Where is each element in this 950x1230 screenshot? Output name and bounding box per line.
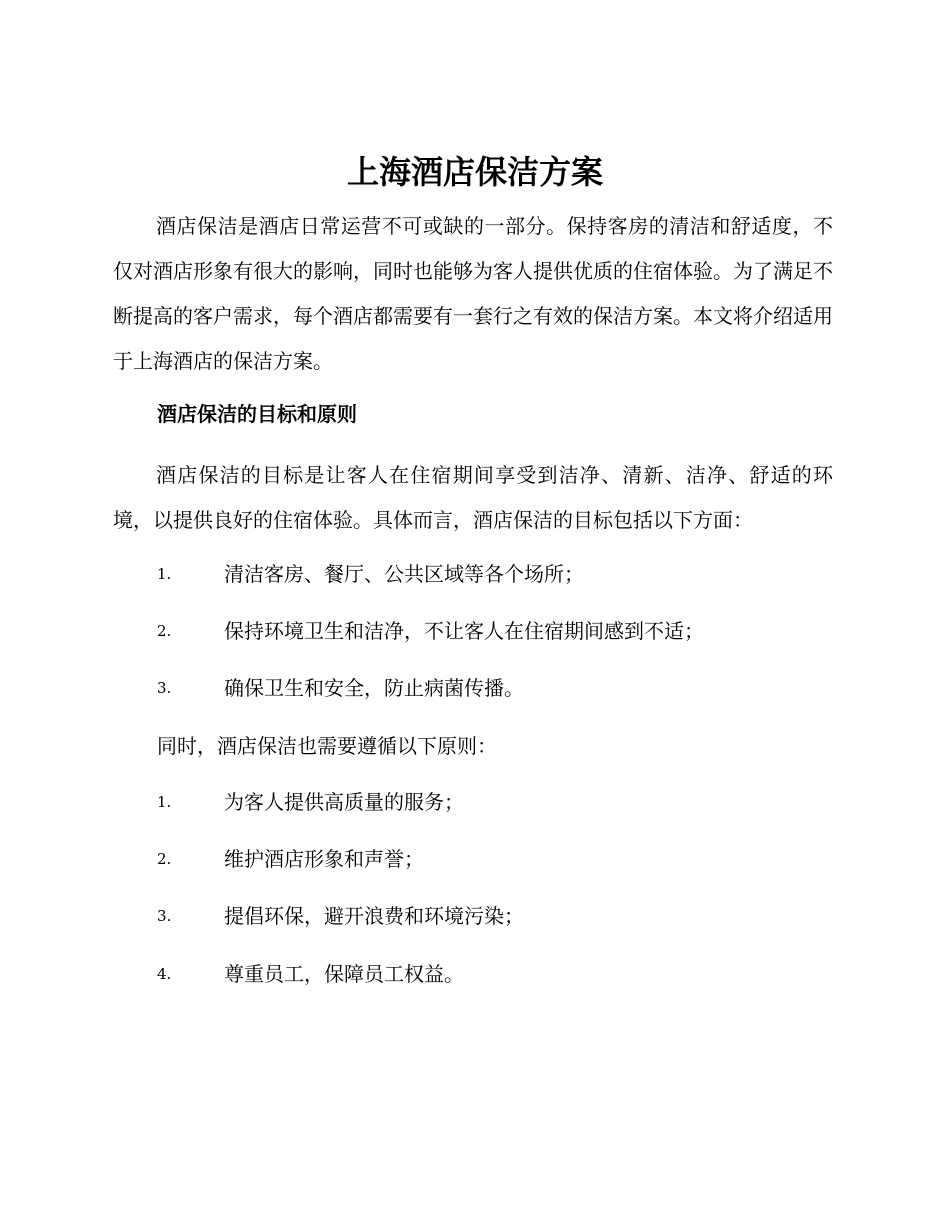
list-number: 2.: [157, 622, 172, 640]
list-number: 2.: [157, 850, 172, 868]
list-item: [0, 615, 950, 647]
list-text: 维护酒店形象和声誉；: [224, 847, 424, 871]
section-heading: 酒店保洁的目标和原则: [157, 402, 357, 426]
list-item: [0, 843, 950, 875]
list-number: 3.: [157, 679, 172, 697]
list-number: 1.: [157, 793, 172, 811]
list-number: 4.: [157, 965, 172, 983]
list-text: 确保卫生和安全，防止病菌传播。: [224, 676, 524, 700]
list-item: [0, 786, 950, 818]
list-text: 清洁客房、餐厅、公共区域等各个场所；: [224, 562, 584, 586]
list-number: 1.: [157, 565, 172, 583]
goal-paragraph: 酒店保洁的目标是让客人在住宿期间享受到洁净、清新、洁净、舒适的环境，以提供良好的住宿体验。具体而言，酒店保洁的目标包括以下方面：: [113, 463, 833, 532]
list-item: [0, 672, 950, 704]
list-text: 为客人提供高质量的服务；: [224, 790, 464, 814]
list-item: [0, 958, 950, 990]
intro-paragraph: 酒店保洁是酒店日常运营不可或缺的一部分。保持客房的清洁和舒适度，不仅对酒店形象有很大的影响，同时也能够为客人提供优质的住宿体验。为了满足不断提高的客户需求，每个酒店都需要有一套行之有效的保洁方案。本文将介绍适用于上海酒店的保洁方案。: [113, 214, 833, 373]
list-item: [0, 900, 950, 932]
list-item: [0, 558, 950, 590]
list-text: 提倡环保，避开浪费和环境污染；: [224, 904, 524, 928]
list-number: 3.: [157, 907, 172, 925]
list-text: 保持环境卫生和洁净，不让客人在住宿期间感到不适；: [224, 619, 704, 643]
document-title: 上海酒店保洁方案: [346, 153, 603, 191]
principles-intro: 同时，酒店保洁也需要遵循以下原则：: [157, 734, 497, 758]
list-text: 尊重员工，保障员工权益。: [224, 962, 464, 986]
